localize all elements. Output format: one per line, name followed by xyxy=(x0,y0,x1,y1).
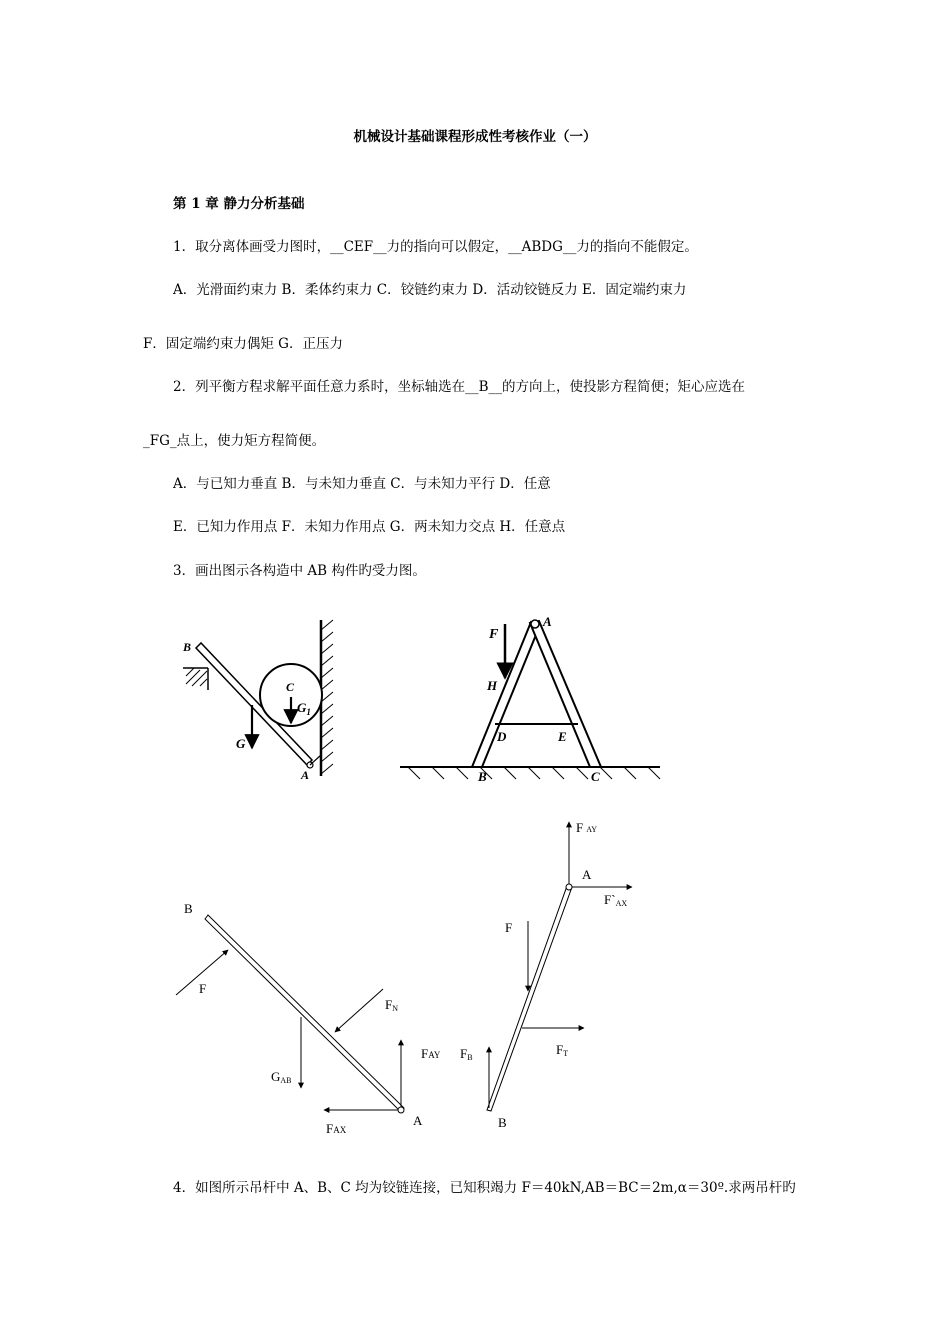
question-1-options-line1: A．光滑面约束力 B．柔体约束力 C．铰链约束力 D．活动铰链反力 E．固定端约束力 xyxy=(173,282,687,298)
label-FAY: FAY xyxy=(576,820,598,835)
chapter-heading: 第 1 章 静力分析基础 xyxy=(173,196,305,212)
label-A: A xyxy=(582,867,592,882)
label-A: A xyxy=(301,768,310,782)
question-2-options-line1: A．与已知力垂直 B．与未知力垂直 C．与未知力平行 D．任意 xyxy=(173,476,551,492)
label-E: E xyxy=(558,729,567,744)
label-A: A xyxy=(543,614,552,629)
label-B: B xyxy=(183,640,192,654)
label-B: B xyxy=(184,901,193,916)
hinge-A xyxy=(531,620,539,628)
label-FAX: F`AX xyxy=(604,892,628,908)
question-2-stem-line2: _FG_点上，使力矩方程简便。 xyxy=(143,433,326,449)
label-FB: FB xyxy=(460,1046,473,1062)
leg-AC xyxy=(530,621,601,767)
label-H: H xyxy=(487,678,498,693)
label-G1: $G_1$ xyxy=(297,700,311,717)
label-FAY: FAY xyxy=(421,1046,441,1061)
pin-A-fbd xyxy=(566,884,572,890)
label-G: G xyxy=(236,736,246,751)
document-title: 机械设计基础课程形成性考核作业（一） xyxy=(353,129,597,145)
label-FT: FT xyxy=(556,1042,569,1058)
label-F: F xyxy=(505,920,513,935)
question-1-options-line2: F．固定端约束力偶矩 G．正压力 xyxy=(143,336,343,352)
label-C: C xyxy=(286,680,295,694)
question-4-stem: 4．如图所示吊杆中 A、B、C 均为铰链连接，已知积竭力 F＝40kN,AB＝BC＝2m,α＝30º.求两吊杆旳 xyxy=(173,1180,796,1196)
pin-A-fbd xyxy=(398,1107,404,1113)
support-B-hatch xyxy=(186,668,207,686)
ground-hatch xyxy=(408,767,660,779)
question-2-stem-line1: 2．列平衡方程求解平面任意力系时，坐标轴选在__B__的方向上，使投影方程简便；矩心应选在 xyxy=(173,379,746,395)
label-GAB: GAB xyxy=(271,1069,292,1085)
free-body-diagram-2 xyxy=(460,820,632,1130)
figure-2-a-frame xyxy=(400,614,660,784)
bar-AB-fbd xyxy=(205,915,404,1112)
label-FN: FN xyxy=(385,997,399,1013)
question-1-stem: 1．取分离体画受力图时，__CEF__力的指向可以假定，__ABDG__力的指向不能假定。 xyxy=(173,239,698,255)
label-B: B xyxy=(498,1115,507,1130)
label-F: F xyxy=(199,981,207,996)
leg-AB-fbd xyxy=(487,886,572,1111)
question-3-stem: 3．画出图示各构造中 AB 构件旳受力图。 xyxy=(173,563,426,579)
label-F: F xyxy=(489,627,499,642)
label-D: D xyxy=(497,729,507,744)
label-C: C xyxy=(591,769,600,784)
figure-1-bar-and-roller xyxy=(182,620,333,782)
label-A: A xyxy=(413,1113,423,1128)
question-2-options-line2: E．已知力作用点 F．未知力作用点 G．两未知力交点 H．任意点 xyxy=(173,519,566,535)
force-FN-arrow xyxy=(335,989,383,1032)
label-FAX: FAX xyxy=(326,1121,347,1136)
label-B: B xyxy=(478,769,487,784)
free-body-diagram-1 xyxy=(176,901,441,1136)
